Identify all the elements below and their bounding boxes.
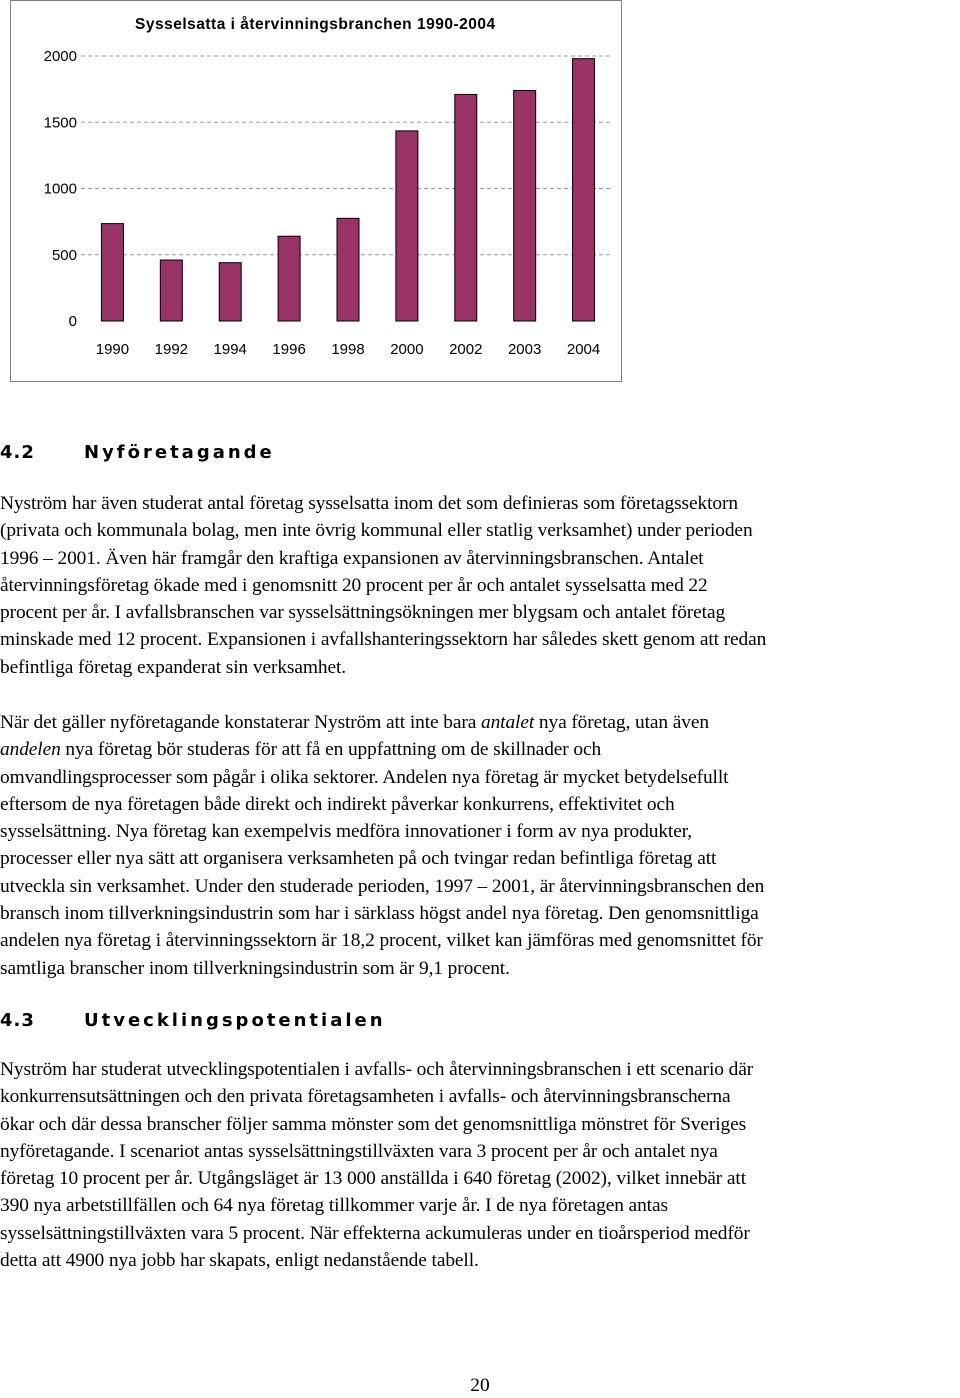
x-tick-label: 1996: [272, 341, 306, 358]
text-line: andelen nya företag i återvinningssektorn är 18,2 procent, vilket kan jämföras med genomsnittet för: [0, 930, 763, 952]
x-tick-label: 2000: [390, 341, 424, 358]
section-heading-4-3: [0, 1010, 386, 1031]
x-tick-label: 1998: [331, 341, 365, 358]
text-line: processer eller nya sätt att organisera verksamheten på och tvingar redan befintliga företag att: [0, 848, 717, 870]
bar: [278, 236, 300, 321]
y-tick-label: 500: [51, 246, 77, 264]
text-run: När det gäller nyföretagande konstaterar Nyström att inte bara: [0, 712, 481, 733]
text-line: (privata och kommunala bolag, men inte övrig kommunal eller statlig verksamhet) under perioden: [0, 520, 753, 542]
bar: [455, 94, 477, 321]
section-number: 4.2: [0, 442, 35, 463]
text-line: konkurrensutsättningen och den privata företagsamheten i avfalls- och återvinningsbranscherna: [0, 1086, 731, 1108]
x-tick-label: 1992: [154, 341, 189, 358]
emphasis-antalet: antalet: [480, 712, 535, 733]
text-line: sysselsättning. Nya företag kan exempelvis medföra innovationer i form av nya produkter,: [0, 821, 693, 843]
section-title: Nyföretagande: [84, 442, 275, 463]
text-line: [0, 739, 601, 760]
y-tick-label: 2000: [43, 48, 77, 65]
text-line: [0, 712, 709, 733]
text-run: nya företag, utan även: [534, 712, 709, 733]
section-title: Utvecklingspotentialen: [84, 1010, 386, 1031]
text-line: minskade med 12 procent. Expansionen i avfallshanteringssektorn har således skett genom att redan: [0, 629, 767, 651]
text-line: befintliga företag expanderat sin verksamhet.: [0, 656, 347, 678]
bar: [337, 218, 359, 321]
text-line: bransch inom tillverkningsindustrin som har i särklass högst andel nya företag. Den genomsnittliga: [0, 903, 759, 925]
page-number: 20: [470, 1375, 490, 1396]
text-line: ökar och där dessa branscher följer samma mönster som det genomsnittliga mönstret för Sveriges: [0, 1113, 747, 1135]
x-tick-label: 2003: [507, 341, 542, 358]
text-line: företag 10 procent per år. Utgångsläget är 13 000 anställda i 640 företag (2002), vilket innebär att: [0, 1168, 746, 1190]
text-line: Nyström har även studerat antal företag sysselsatta inom det som definieras som företagssektorn: [0, 493, 738, 514]
bar-chart: [11, 1, 623, 383]
x-tick-label: 2004: [566, 341, 601, 358]
bar: [573, 59, 595, 321]
chart-title: Sysselsatta i återvinningsbranchen 1990-2004: [135, 16, 496, 33]
employment-chart: [10, 0, 622, 382]
text-line: detta att 4900 nya jobb har skapats, enligt nedanstående tabell.: [0, 1250, 479, 1272]
text-line: Nyström har studerat utvecklingspotentialen i avfalls- och återvinningsbranschen i ett scenario där: [0, 1059, 754, 1080]
text-line: eftersom de nya företagen både direkt och indirekt påverkar konkurrens, effektivitet och: [0, 793, 675, 815]
y-tick-label: 1500: [43, 114, 77, 132]
x-tick-label: 1990: [95, 341, 130, 358]
paragraph-3: [0, 1056, 960, 1274]
text-line: utveckla sin verksamhet. Under den studerade perioden, 1997 – 2001, är återvinningsbranschen den: [0, 875, 765, 897]
x-tick-label: 1994: [213, 341, 247, 358]
y-tick-label: 0: [68, 313, 77, 330]
paragraph-1: [0, 490, 960, 681]
section-number: 4.3: [0, 1010, 35, 1031]
text-line: omvandlingsprocesser som pågår i olika sektorer. Andelen nya företag är mycket betydelsefullt: [0, 766, 729, 788]
text-line: återvinningsföretag ökade med i genomsnitt 20 procent per år och antalet sysselsatta med 22: [0, 574, 708, 596]
bar: [396, 131, 418, 321]
text-line: 1996 – 2001. Även här framgår den kraftiga expansionen av återvinningsbranschen. Antalet: [0, 547, 704, 569]
section-heading-4-2: [0, 442, 275, 463]
x-tick-label: 2002: [449, 341, 483, 358]
bar: [160, 260, 182, 321]
bar: [514, 90, 536, 321]
text-line: 390 nya arbetstillfällen och 64 nya företag tillkommer varje år. I de nya företagen antas: [0, 1195, 668, 1217]
text-line: procent per år. I avfallsbranschen var sysselsättningsökningen mer blygsam och antalet företag: [0, 602, 726, 624]
text-line: nyföretagande. I scenariot antas sysselsättningstillväxten vara 3 procent per år och antalet nya: [0, 1140, 718, 1162]
text-line: samtliga branscher inom tillverkningsindustrin som är 9,1 procent.: [0, 957, 510, 979]
text-line: sysselsättningstillväxten vara 5 procent. När effekterna ackumuleras under en tioårsperiod medför: [0, 1222, 750, 1244]
bar: [219, 263, 241, 321]
y-tick-label: 1000: [43, 180, 77, 198]
emphasis-andelen: andelen: [0, 739, 61, 761]
text-run: nya företag bör studeras för att få en uppfattning om de skillnader och: [60, 739, 602, 761]
bar: [101, 224, 123, 321]
paragraph-2: [0, 709, 960, 982]
